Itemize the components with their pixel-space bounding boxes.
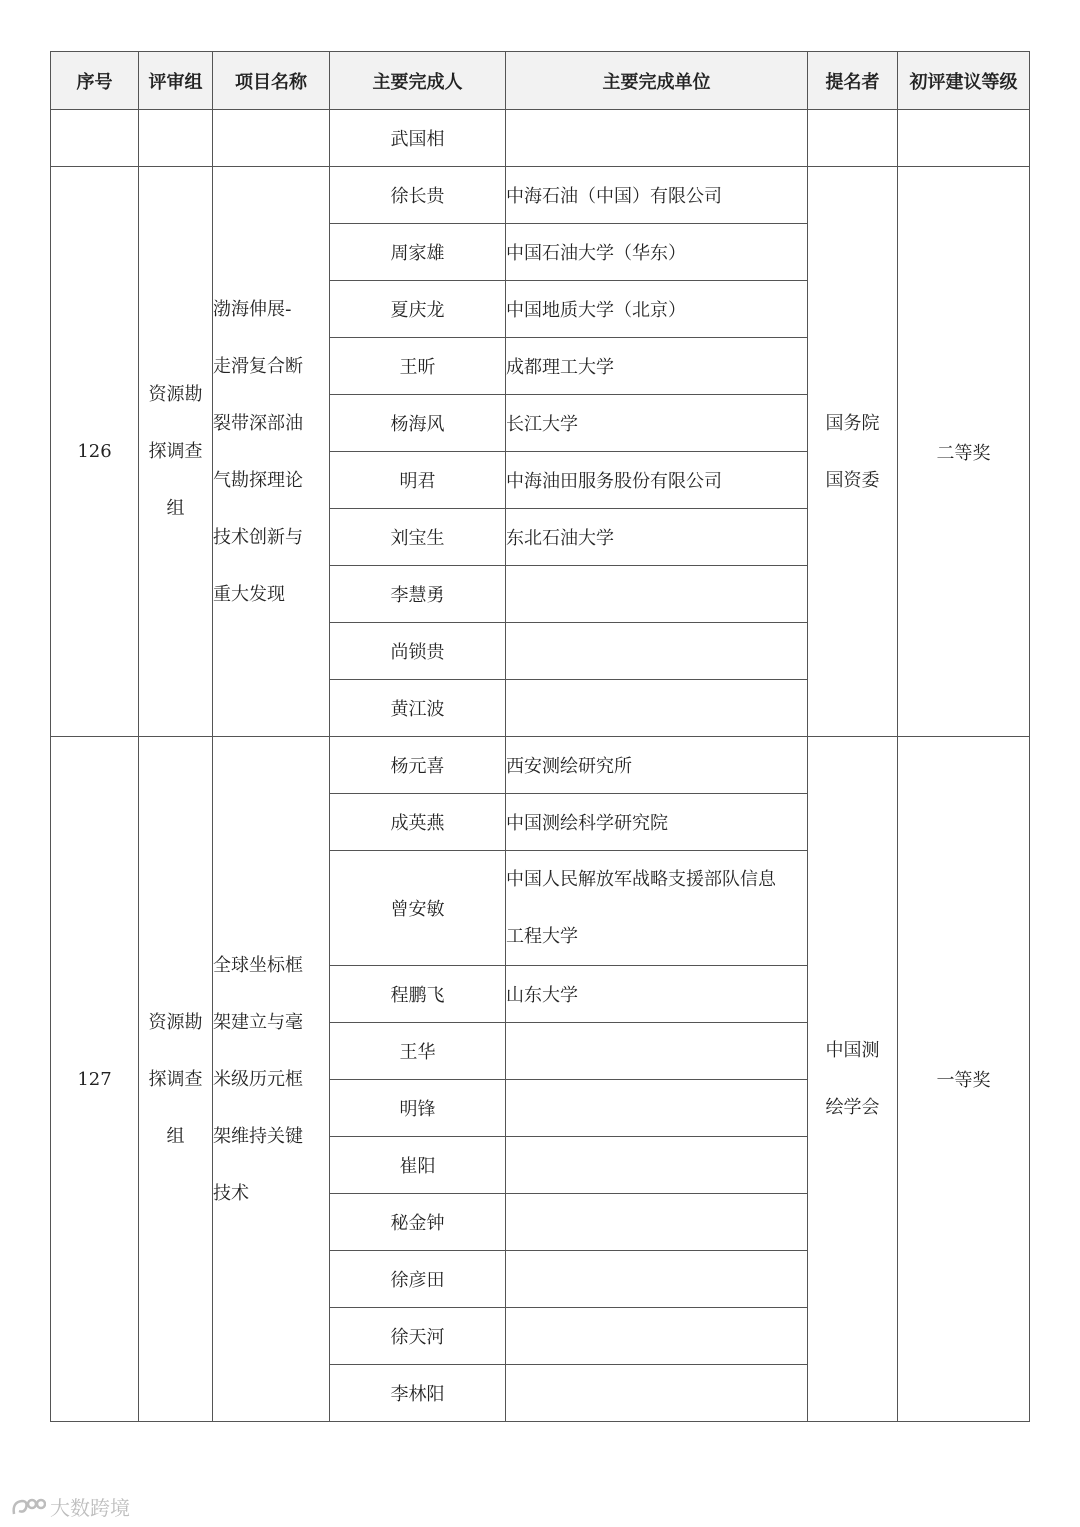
unit-cell — [506, 794, 808, 851]
person-cell: 王华 — [330, 1023, 506, 1080]
unit-cell — [506, 224, 808, 281]
unit-cell-line: 工程大学 — [506, 926, 578, 947]
project-name-cell-line: 技术创新与 — [213, 526, 303, 548]
review-group-cell — [139, 737, 213, 1422]
watermark — [10, 1492, 130, 1521]
unit-cell-line: 中海油田服务股份有限公司 — [506, 471, 722, 492]
header-number: 序号 — [51, 52, 139, 110]
person-cell: 徐长贵 — [330, 167, 506, 224]
unit-cell — [506, 110, 808, 167]
project-name-cell-line: 架建立与毫 — [213, 1011, 303, 1033]
project-name-cell-line: 技术 — [213, 1182, 249, 1204]
nominator-cell-line: 国资委 — [825, 469, 880, 491]
person-cell: 武国相 — [330, 110, 506, 167]
table-row — [51, 167, 1030, 224]
project-name-cell-line: 全球坐标框 — [213, 954, 303, 976]
review-group-cell-line: 组 — [166, 1125, 185, 1147]
review-group-cell-line: 探调查 — [148, 1068, 203, 1090]
header-main-units: 主要完成单位 — [506, 52, 808, 110]
header-project-name: 项目名称 — [213, 52, 330, 110]
project-name-cell-line: 米级历元框 — [213, 1068, 303, 1090]
unit-cell-line: 中国石油大学（华东） — [506, 243, 686, 264]
person-cell: 刘宝生 — [330, 509, 506, 566]
review-group-cell-line: 资源勘 — [148, 384, 203, 405]
unit-cell — [506, 680, 808, 737]
header-row — [51, 52, 1030, 110]
number-cell: 126 — [51, 167, 139, 737]
header-review-group: 评审组 — [139, 52, 213, 110]
unit-cell — [506, 1194, 808, 1251]
unit-cell-line: 中海石油（中国）有限公司 — [506, 186, 722, 207]
unit-cell-line: 中国地质大学（北京） — [506, 300, 686, 321]
unit-cell — [506, 1137, 808, 1194]
review-group-cell — [139, 167, 213, 737]
header-main-persons: 主要完成人 — [330, 52, 506, 110]
project-name-cell-line: 架维持关键 — [213, 1125, 303, 1147]
unit-cell-line: 成都理工大学 — [506, 357, 614, 378]
person-cell: 夏庆龙 — [330, 281, 506, 338]
unit-cell-line: 山东大学 — [506, 985, 578, 1006]
nominator-cell — [808, 737, 898, 1422]
unit-cell — [506, 1308, 808, 1365]
nominator-cell-line: 国务院 — [825, 412, 880, 434]
grade-cell — [898, 110, 1030, 167]
project-name-cell — [213, 737, 330, 1422]
person-cell: 徐天河 — [330, 1308, 506, 1365]
table-body — [51, 110, 1030, 1422]
unit-cell — [506, 395, 808, 452]
project-name-cell — [213, 110, 330, 167]
unit-cell — [506, 452, 808, 509]
table-row — [51, 737, 1030, 794]
project-name-cell-line: 渤海伸展- — [213, 298, 292, 320]
unit-cell — [506, 1365, 808, 1422]
person-cell: 杨元喜 — [330, 737, 506, 794]
nominator-cell — [808, 167, 898, 737]
person-cell: 明锋 — [330, 1080, 506, 1137]
person-cell: 王昕 — [330, 338, 506, 395]
nominator-cell — [808, 110, 898, 167]
project-name-cell-line: 裂带深部油 — [213, 412, 303, 434]
person-cell: 周家雄 — [330, 224, 506, 281]
review-group-cell-line: 组 — [166, 498, 185, 519]
unit-cell — [506, 851, 808, 966]
nominator-cell-line: 绘学会 — [825, 1097, 880, 1118]
unit-cell — [506, 509, 808, 566]
person-cell: 杨海风 — [330, 395, 506, 452]
review-group-cell-line: 资源勘 — [148, 1011, 203, 1033]
table-row — [51, 110, 1030, 167]
header-nominator: 提名者 — [808, 52, 898, 110]
project-name-cell-line: 走滑复合断 — [213, 355, 303, 377]
person-cell: 程鹏飞 — [330, 966, 506, 1023]
unit-cell — [506, 1251, 808, 1308]
logo-icon — [10, 1496, 46, 1518]
unit-cell — [506, 281, 808, 338]
unit-cell — [506, 1080, 808, 1137]
person-cell: 曾安敏 — [330, 851, 506, 966]
unit-cell-line: 中国测绘科学研究院 — [506, 813, 668, 834]
unit-cell — [506, 737, 808, 794]
person-cell: 尚锁贵 — [330, 623, 506, 680]
person-cell: 秘金钟 — [330, 1194, 506, 1251]
person-cell: 李慧勇 — [330, 566, 506, 623]
unit-cell — [506, 338, 808, 395]
number-cell — [51, 110, 139, 167]
unit-cell-line: 西安测绘研究所 — [506, 756, 632, 777]
unit-cell-line: 长江大学 — [506, 414, 578, 435]
unit-cell-line: 中国人民解放军战略支援部队信息 — [506, 869, 776, 890]
project-name-cell-line: 重大发现 — [213, 583, 285, 605]
grade-cell: 一等奖 — [898, 737, 1030, 1422]
person-cell: 成英燕 — [330, 794, 506, 851]
nominator-cell-line: 中国测 — [825, 1040, 880, 1061]
unit-cell — [506, 566, 808, 623]
header-grade: 初评建议等级 — [898, 52, 1030, 110]
review-group-cell-line: 探调查 — [148, 441, 203, 462]
person-cell: 李林阳 — [330, 1365, 506, 1422]
unit-cell — [506, 966, 808, 1023]
unit-cell — [506, 1023, 808, 1080]
project-name-cell — [213, 167, 330, 737]
awards-table — [50, 51, 1030, 1422]
group-cell — [139, 110, 213, 167]
unit-cell — [506, 623, 808, 680]
watermark-text: 大数跨境 — [50, 1496, 130, 1520]
project-name-cell-line: 气勘探理论 — [213, 469, 303, 491]
grade-cell: 二等奖 — [898, 167, 1030, 737]
unit-cell-line: 东北石油大学 — [506, 528, 614, 549]
person-cell: 崔阳 — [330, 1137, 506, 1194]
person-cell: 明君 — [330, 452, 506, 509]
person-cell: 黄江波 — [330, 680, 506, 737]
number-cell: 127 — [51, 737, 139, 1422]
unit-cell — [506, 167, 808, 224]
person-cell: 徐彦田 — [330, 1251, 506, 1308]
